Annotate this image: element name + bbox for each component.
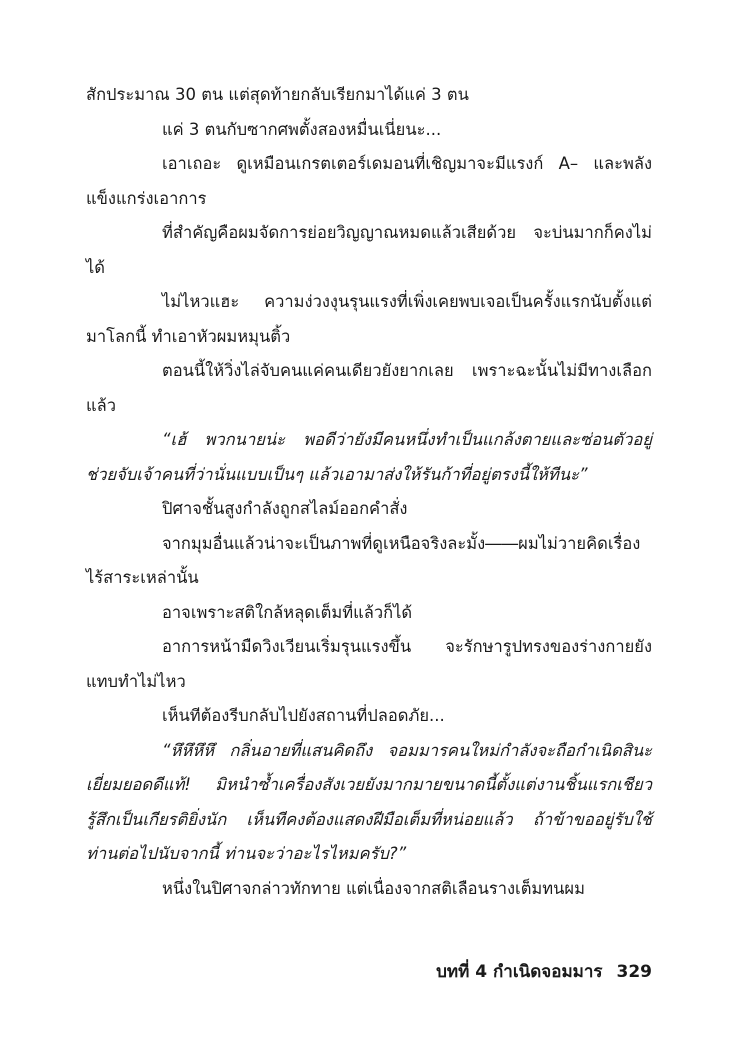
narration-paragraph: ปิศาจชั้นสูงกำลังถูกสไลม์ออกคำสั่ง (162, 499, 408, 518)
dialogue-paragraph: “เฮ้ พวกนายน่ะ พอดีว่ายังมีคนหนึ่งทำเป็นแกล้งตายและซ่อนตัวอยู่ ช่วยจับเจ้าคนที่ว่านั่นแบบเป็นๆ แล้วเอามาส่งให้รันก้าที่อยู่ตรงนี้ให้ทีนะ” (86, 430, 652, 484)
narration-paragraph: เห็นทีต้องรีบกลับไปยังสถานที่ปลอดภัย... (162, 706, 445, 725)
narration-paragraph: ที่สำคัญคือผมจัดการย่อยวิญญาณหมดแล้วเสียด้วย จะบ่นมากก็คงไม่ได้ (86, 223, 652, 277)
chapter-title: บทที่ 4 กำเนิดจอมมาร (436, 962, 603, 982)
narration-paragraph: แค่ 3 ตนกับซากศพตั้งสองหมื่นเนี่ยนะ... (162, 119, 442, 139)
narration-paragraph: หนึ่งในปิศาจกล่าวทักทาย แต่เนื่องจากสติเลือนรางเต็มทนผม (162, 878, 585, 898)
dialogue-paragraph: “หึหึหึหึ กลิ่นอายที่แสนคิดถึง จอมมารคนใหม่กำลังจะถือกำเนิดสินะ เยี่ยมยอดดีแท้! มิหนำซ้ำเครื่องสังเวยยังมากมายขนาดนี้ตั้งแต่งานชิ้นแรกเชียว รู้สึกเป็นเกียรติยิ่งนัก เห็นทีคงต้องแสดงฝีมือเต็มที่หน่อยแล้ว ถ้าข้าขออยู่รับใช้ท่านต่อไปนับจากนี้ ท่านจะว่าอะไรไหมครับ?” (86, 740, 652, 863)
narration-paragraph: เอาเถอะ ดูเหมือนเกรตเตอร์เดมอนที่เชิญมาจะมีแรงก์ A– และพลังแข็งแกร่งเอาการ (86, 154, 652, 208)
narration-paragraph: จากมุมอื่นแล้วน่าจะเป็นภาพที่ดูเหนือจริงละมั้ง――ผมไม่วายคิดเรื่องไร้สาระเหล่านั้น (86, 533, 641, 587)
narration-paragraph: สักประมาณ 30 ตน แต่สุดท้ายกลับเรียกมาได้แค่ 3 ตน (86, 85, 469, 104)
narration-paragraph: ไม่ไหวแฮะ ความง่วงงุนรุนแรงที่เพิ่งเคยพบเจอเป็นครั้งแรกนับตั้งแต่มาโลกนี้ ทำเอาหัวผมหมุนติ้ว (86, 292, 652, 346)
narration-paragraph: อาการหน้ามืดวิงเวียนเริ่มรุนแรงขึ้น จะรักษารูปทรงของร่างกายยังแทบทำไม่ไหว (86, 637, 652, 691)
page-footer (436, 958, 652, 985)
narration-paragraph: อาจเพราะสติใกล้หลุดเต็มที่แล้วก็ได้ (162, 602, 413, 622)
page-body (86, 78, 652, 968)
page-number: 329 (616, 962, 652, 982)
narration-paragraph: ตอนนี้ให้วิ่งไล่จับคนแค่คนเดียวยังยากเลย เพราะฉะนั้นไม่มีทางเลือกแล้ว (86, 361, 652, 415)
